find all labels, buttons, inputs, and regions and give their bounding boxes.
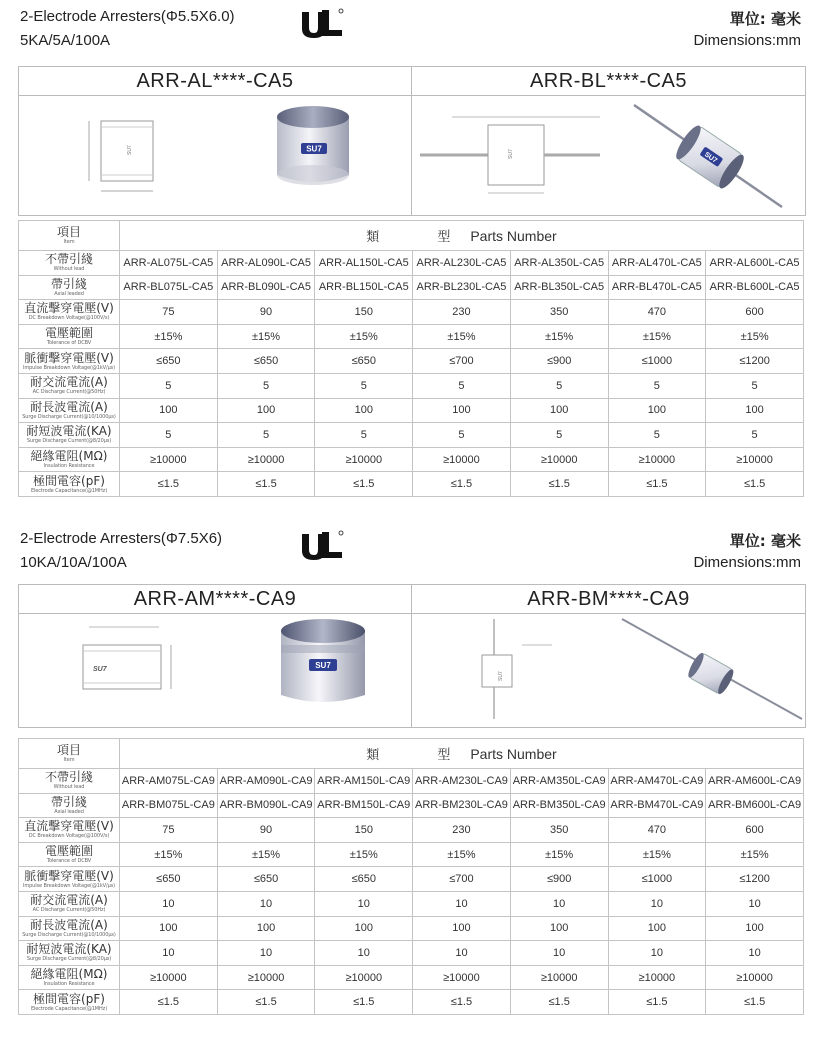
- table-cell: ≤700: [413, 349, 511, 374]
- table-cell: 150: [315, 300, 413, 325]
- table-cell: ≤1.5: [510, 472, 608, 497]
- table-cell: ARR-AM470L-CA9: [608, 769, 706, 794]
- table-cell: 470: [608, 818, 706, 843]
- table-row: [19, 793, 804, 818]
- table-row: [19, 300, 804, 325]
- table-cell: ≥10000: [706, 447, 804, 472]
- table-row: [19, 769, 804, 794]
- table-row: [19, 867, 804, 892]
- table-cell: 100: [120, 398, 218, 423]
- row-label: 絕緣電阻(MΩ) Insulation Resistance: [19, 965, 120, 990]
- table-cell: ARR-BM230L-CA9: [413, 793, 511, 818]
- table-cell: ARR-AL090L-CA5: [217, 251, 315, 276]
- table-cell: ARR-AM075L-CA9: [120, 769, 218, 794]
- table-cell: ARR-AM090L-CA9: [217, 769, 315, 794]
- table-cell: 10: [120, 941, 218, 966]
- table-cell: 10: [510, 891, 608, 916]
- table-cell: ≤1.5: [413, 990, 511, 1015]
- row-label: 耐交流電流(A) AC Discharge Current(@50Hz): [19, 891, 120, 916]
- table-cell: 150: [315, 818, 413, 843]
- section-ca9: [0, 522, 829, 1012]
- table-cell: 75: [120, 818, 218, 843]
- product-drawing-axial-lead: [412, 97, 805, 215]
- ul-certification-icon: [298, 530, 344, 562]
- table-cell: ARR-AL230L-CA5: [413, 251, 511, 276]
- table-cell: ≤650: [217, 867, 315, 892]
- table-cell: 100: [608, 398, 706, 423]
- table-cell: ≤900: [510, 867, 608, 892]
- table-cell: ≤650: [120, 349, 218, 374]
- row-label: 直流擊穿電壓(V) DC Breakdown Voltage(@100V/s): [19, 818, 120, 843]
- brand-mark: SU7: [315, 661, 331, 670]
- table-cell: ±15%: [120, 842, 218, 867]
- table-cell: ±15%: [217, 842, 315, 867]
- row-label: 絕緣電阻(MΩ) Insulation Resistance: [19, 447, 120, 472]
- table-cell: ≤650: [217, 349, 315, 374]
- row-label: 耐短波電流(KA) Surge Discharge Current(@8/20μs): [19, 941, 120, 966]
- table-cell: ≤1200: [706, 349, 804, 374]
- table-cell: 10: [217, 891, 315, 916]
- product-drawing-without-lead: [19, 615, 411, 727]
- model-title: ARR-BM****-CA9: [412, 585, 805, 614]
- table-cell: 10: [413, 941, 511, 966]
- table-cell: 100: [120, 916, 218, 941]
- table-cell: 5: [413, 373, 511, 398]
- row-label: 極間電容(pF) Electrode Capacitance(@1MHz): [19, 472, 120, 497]
- table-cell: ARR-BM090L-CA9: [217, 793, 315, 818]
- table-cell: ARR-BL150L-CA5: [315, 275, 413, 300]
- table-cell: 350: [510, 818, 608, 843]
- table-cell: ≤1.5: [315, 990, 413, 1015]
- unit-label-zh: 單位: 毫米: [729, 532, 801, 550]
- table-cell: 75: [120, 300, 218, 325]
- table-cell: ARR-AM150L-CA9: [315, 769, 413, 794]
- table-cell: ARR-BL350L-CA5: [510, 275, 608, 300]
- table-cell: ≥10000: [217, 965, 315, 990]
- model-panel: [18, 66, 806, 216]
- row-label: 電壓範圍 Tolerance of DCBV: [19, 324, 120, 349]
- table-cell: 5: [706, 373, 804, 398]
- dimension-drawing: [412, 615, 805, 727]
- row-label: 耐長波電流(A) Surge Discharge Current(@10/1000μs): [19, 916, 120, 941]
- table-cell: ≥10000: [315, 447, 413, 472]
- row-label: 脈衝擊穿電壓(V) Impulse Breakdown Voltage(@1kV/μs): [19, 349, 120, 374]
- row-label: 耐交流電流(A) AC Discharge Current(@50Hz): [19, 373, 120, 398]
- row-label: 極間電容(pF) Electrode Capacitance(@1MHz): [19, 990, 120, 1015]
- table-cell: 5: [120, 423, 218, 448]
- table-cell: ±15%: [413, 842, 511, 867]
- unit-label-zh: 單位: 毫米: [729, 10, 801, 28]
- table-cell: 10: [608, 891, 706, 916]
- table-cell: ≥10000: [608, 965, 706, 990]
- row-label: 帶引綫 Axial leaded: [19, 275, 120, 300]
- table-cell: ±15%: [706, 842, 804, 867]
- table-cell: 100: [510, 916, 608, 941]
- table-cell: ≤1000: [608, 349, 706, 374]
- table-cell: 10: [217, 941, 315, 966]
- table-cell: ARR-AL470L-CA5: [608, 251, 706, 276]
- table-cell: ±15%: [510, 842, 608, 867]
- table-cell: ARR-AL350L-CA5: [510, 251, 608, 276]
- model-title: ARR-AM****-CA9: [19, 585, 411, 614]
- table-cell: 5: [315, 373, 413, 398]
- svg-text:SU7: SU7: [498, 671, 504, 681]
- svg-text:SU7: SU7: [93, 666, 107, 673]
- row-label: 直流擊穿電壓(V) DC Breakdown Voltage(@100V/s): [19, 300, 120, 325]
- header-item: 項目 Item: [19, 221, 120, 251]
- row-label: 電壓範圍 Tolerance of DCBV: [19, 842, 120, 867]
- unit-label-en: Dimensions:mm: [693, 32, 801, 49]
- table-cell: ≥10000: [413, 965, 511, 990]
- table-row: [19, 818, 804, 843]
- row-label: 不帶引綫 Without lead: [19, 769, 120, 794]
- table-cell: ≤1.5: [706, 472, 804, 497]
- table-cell: ARR-BM150L-CA9: [315, 793, 413, 818]
- model-title: ARR-BL****-CA5: [412, 67, 805, 96]
- table-header-row: [19, 221, 804, 251]
- table-cell: ≤1000: [608, 867, 706, 892]
- table-cell: ARR-BL230L-CA5: [413, 275, 511, 300]
- table-cell: 10: [706, 941, 804, 966]
- table-cell: ±15%: [217, 324, 315, 349]
- table-cell: 100: [706, 398, 804, 423]
- section-header: [0, 0, 829, 62]
- table-cell: 100: [510, 398, 608, 423]
- row-label: 耐長波電流(A) Surge Discharge Current(@10/1000μs): [19, 398, 120, 423]
- table-cell: ≥10000: [217, 447, 315, 472]
- table-cell: 100: [315, 916, 413, 941]
- model-panel: [18, 584, 806, 728]
- table-cell: 5: [706, 423, 804, 448]
- table-cell: ARR-BL090L-CA5: [217, 275, 315, 300]
- header-parts-number: 類 型 Parts Number: [120, 221, 804, 251]
- table-cell: ARR-AL075L-CA5: [120, 251, 218, 276]
- table-cell: ≤1.5: [120, 472, 218, 497]
- row-label: 耐短波電流(KA) Surge Discharge Current(@8/20μs): [19, 423, 120, 448]
- table-row: [19, 275, 804, 300]
- svg-text:SU7: SU7: [127, 145, 133, 155]
- table-cell: ≤700: [413, 867, 511, 892]
- section-header: [0, 522, 829, 584]
- table-cell: 100: [217, 398, 315, 423]
- table-cell: ARR-BL470L-CA5: [608, 275, 706, 300]
- table-cell: ≥10000: [608, 447, 706, 472]
- table-cell: ARR-BL075L-CA5: [120, 275, 218, 300]
- spec-table: [18, 220, 804, 497]
- section-title: 2-Electrode Arresters(Φ7.5X6): [20, 530, 223, 547]
- table-cell: 5: [120, 373, 218, 398]
- table-cell: ARR-AL600L-CA5: [706, 251, 804, 276]
- table-header-row: [19, 739, 804, 769]
- table-cell: 10: [120, 891, 218, 916]
- table-cell: 100: [413, 398, 511, 423]
- brand-mark: SU7: [306, 144, 322, 154]
- table-cell: ±15%: [315, 324, 413, 349]
- table-cell: ≤900: [510, 349, 608, 374]
- table-cell: 350: [510, 300, 608, 325]
- table-cell: ARR-AL150L-CA5: [315, 251, 413, 276]
- table-cell: ≤1200: [706, 867, 804, 892]
- table-cell: 10: [413, 891, 511, 916]
- table-cell: ARR-BM470L-CA9: [608, 793, 706, 818]
- table-row: [19, 373, 804, 398]
- table-cell: 100: [315, 398, 413, 423]
- row-label: 不帶引綫 Without lead: [19, 251, 120, 276]
- ul-certification-icon: [298, 8, 344, 40]
- unit-label-en: Dimensions:mm: [693, 554, 801, 571]
- table-row: [19, 965, 804, 990]
- table-cell: ≤650: [120, 867, 218, 892]
- table-row: [19, 842, 804, 867]
- row-label: 脈衝擊穿電壓(V) Impulse Breakdown Voltage(@1kV/μs): [19, 867, 120, 892]
- table-cell: ±15%: [413, 324, 511, 349]
- table-cell: ±15%: [706, 324, 804, 349]
- table-row: [19, 324, 804, 349]
- model-col-axial-lead: [412, 67, 805, 215]
- table-cell: ≤1.5: [120, 990, 218, 1015]
- table-row: [19, 398, 804, 423]
- table-cell: ≤1.5: [217, 472, 315, 497]
- table-cell: 5: [315, 423, 413, 448]
- svg-text:SU7: SU7: [508, 149, 514, 159]
- product-drawing-axial-lead: [412, 615, 805, 727]
- table-row: [19, 916, 804, 941]
- section-rating: 10KA/10A/100A: [20, 554, 127, 571]
- table-row: [19, 251, 804, 276]
- table-cell: 100: [217, 916, 315, 941]
- table-cell: ≥10000: [413, 447, 511, 472]
- table-cell: 10: [510, 941, 608, 966]
- table-cell: 5: [217, 423, 315, 448]
- table-row: [19, 891, 804, 916]
- table-cell: ARR-BM075L-CA9: [120, 793, 218, 818]
- model-col-axial-lead: [412, 585, 805, 727]
- table-cell: 470: [608, 300, 706, 325]
- table-cell: ≤1.5: [608, 990, 706, 1015]
- table-cell: ±15%: [120, 324, 218, 349]
- section-title: 2-Electrode Arresters(Φ5.5X6.0): [20, 8, 235, 25]
- table-cell: 5: [510, 373, 608, 398]
- table-cell: ≥10000: [510, 965, 608, 990]
- table-row: [19, 941, 804, 966]
- table-cell: 10: [315, 891, 413, 916]
- table-row: [19, 447, 804, 472]
- table-cell: 5: [413, 423, 511, 448]
- table-cell: ≥10000: [510, 447, 608, 472]
- table-cell: ARR-BM600L-CA9: [706, 793, 804, 818]
- section-ca5: [0, 0, 829, 494]
- table-cell: ≤1.5: [510, 990, 608, 1015]
- table-cell: ≤1.5: [217, 990, 315, 1015]
- dimension-drawing: [19, 97, 411, 215]
- row-label: 帶引綫 Axial leaded: [19, 793, 120, 818]
- table-cell: ±15%: [510, 324, 608, 349]
- table-cell: 10: [315, 941, 413, 966]
- table-cell: ≤1.5: [706, 990, 804, 1015]
- table-cell: ≥10000: [120, 965, 218, 990]
- table-cell: 230: [413, 818, 511, 843]
- table-cell: ±15%: [315, 842, 413, 867]
- table-row: [19, 990, 804, 1015]
- table-row: [19, 349, 804, 374]
- table-cell: ≤650: [315, 867, 413, 892]
- table-cell: ARR-BM350L-CA9: [510, 793, 608, 818]
- brand-mark: SU7: [702, 151, 719, 165]
- dimension-drawing: [19, 615, 411, 727]
- table-cell: ±15%: [608, 324, 706, 349]
- table-cell: 90: [217, 818, 315, 843]
- table-cell: 600: [706, 818, 804, 843]
- table-cell: 5: [608, 373, 706, 398]
- table-row: [19, 472, 804, 497]
- table-cell: ARR-BL600L-CA5: [706, 275, 804, 300]
- header-item: 項目 Item: [19, 739, 120, 769]
- model-col-without-lead: [19, 585, 412, 727]
- table-cell: ≤1.5: [315, 472, 413, 497]
- table-cell: ≤1.5: [413, 472, 511, 497]
- table-cell: 5: [217, 373, 315, 398]
- table-cell: ≥10000: [120, 447, 218, 472]
- table-cell: 10: [608, 941, 706, 966]
- table-cell: ARR-AM230L-CA9: [413, 769, 511, 794]
- table-cell: 90: [217, 300, 315, 325]
- header-parts-number: 類 型 Parts Number: [120, 739, 804, 769]
- table-cell: ARR-AM600L-CA9: [706, 769, 804, 794]
- table-cell: ±15%: [608, 842, 706, 867]
- table-cell: ARR-AM350L-CA9: [510, 769, 608, 794]
- section-rating: 5KA/5A/100A: [20, 32, 111, 49]
- model-col-without-lead: [19, 67, 412, 215]
- product-drawing-without-lead: [19, 97, 411, 215]
- table-cell: 600: [706, 300, 804, 325]
- table-cell: ≥10000: [315, 965, 413, 990]
- table-cell: 100: [413, 916, 511, 941]
- spec-table: [18, 738, 804, 1015]
- table-cell: 5: [608, 423, 706, 448]
- table-cell: ≤650: [315, 349, 413, 374]
- table-cell: 100: [706, 916, 804, 941]
- table-cell: 5: [510, 423, 608, 448]
- table-cell: 10: [706, 891, 804, 916]
- table-cell: ≤1.5: [608, 472, 706, 497]
- model-title: ARR-AL****-CA5: [19, 67, 411, 96]
- table-cell: 230: [413, 300, 511, 325]
- table-cell: 100: [608, 916, 706, 941]
- table-cell: ≥10000: [706, 965, 804, 990]
- table-row: [19, 423, 804, 448]
- dimension-drawing: [412, 97, 805, 215]
